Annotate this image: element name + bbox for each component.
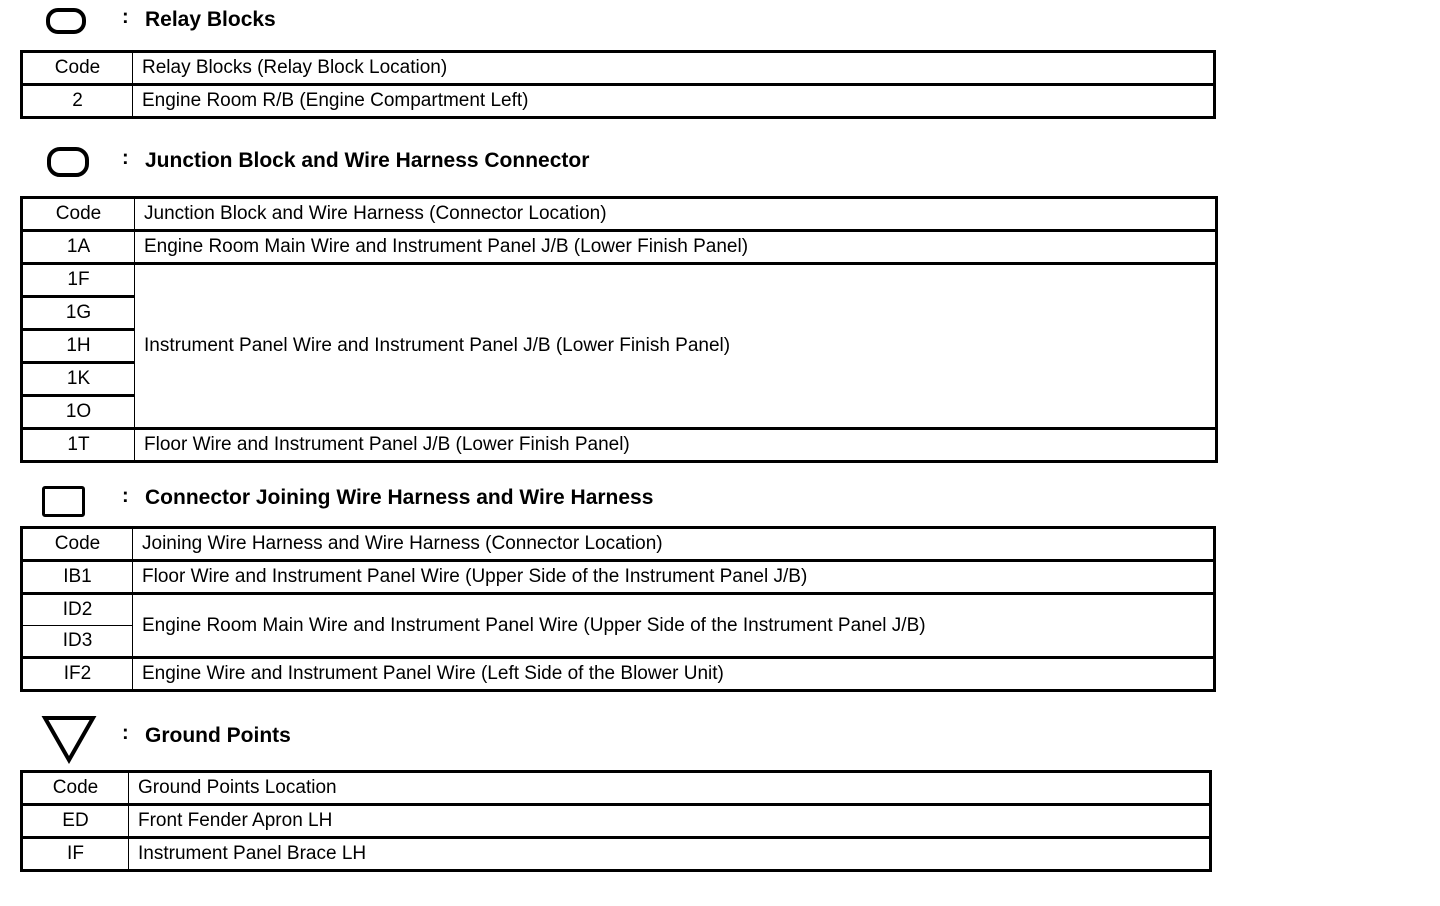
code-header: Code: [22, 198, 135, 231]
row-location: Engine Room Main Wire and Instrument Panel J/B (Lower Finish Panel): [135, 231, 1217, 264]
ground-points-title: Ground Points: [145, 724, 291, 747]
row-location: Engine Room Main Wire and Instrument Panel Wire (Upper Side of the Instrument Panel J/B): [133, 594, 1215, 658]
ground-points-colon: :: [122, 722, 129, 744]
junction-block-title: Junction Block and Wire Harness Connector: [145, 149, 590, 172]
row-location: Instrument Panel Wire and Instrument Panel J/B (Lower Finish Panel): [135, 264, 1217, 429]
table-row: [22, 838, 1211, 871]
row-location: Floor Wire and Instrument Panel Wire (Upper Side of the Instrument Panel J/B): [133, 561, 1215, 594]
code-header: Code: [22, 772, 129, 805]
location-header: Relay Blocks (Relay Block Location): [133, 52, 1215, 85]
connector-joining-title: Connector Joining Wire Harness and Wire Harness: [145, 486, 654, 509]
junction-block-oval-icon: [47, 147, 89, 177]
table-row: [22, 85, 1215, 118]
row-code: 1O: [22, 396, 135, 429]
row-code: IF2: [22, 658, 133, 691]
row-code: 2: [22, 85, 133, 118]
connector-joining-table: [20, 526, 1216, 692]
table-header-row: [22, 52, 1215, 85]
table-row: [22, 264, 1217, 297]
row-location: Instrument Panel Brace LH: [129, 838, 1211, 871]
ground-points-table: [20, 770, 1212, 872]
table-row: [22, 429, 1217, 462]
relay-blocks-title: Relay Blocks: [145, 8, 276, 31]
table-row: [22, 658, 1215, 691]
table-header-row: [22, 772, 1211, 805]
code-header: Code: [22, 52, 133, 85]
row-code: ED: [22, 805, 129, 838]
row-location: Engine Wire and Instrument Panel Wire (Left Side of the Blower Unit): [133, 658, 1215, 691]
table-row: [22, 231, 1217, 264]
row-code: 1K: [22, 363, 135, 396]
location-header: Junction Block and Wire Harness (Connector Location): [135, 198, 1217, 231]
junction-block-table: [20, 196, 1218, 463]
connector-joining-colon: :: [122, 485, 129, 507]
row-location: Engine Room R/B (Engine Compartment Left): [133, 85, 1215, 118]
row-code: 1G: [22, 297, 135, 330]
table-row: [22, 594, 1215, 626]
ground-triangle-down-icon: [41, 714, 97, 764]
row-code: IF: [22, 838, 129, 871]
relay-blocks-colon: :: [122, 6, 129, 28]
connector-rectangle-icon: [42, 486, 85, 517]
row-code: 1A: [22, 231, 135, 264]
location-header: Ground Points Location: [129, 772, 1211, 805]
table-header-row: [22, 198, 1217, 231]
table-row: [22, 561, 1215, 594]
row-code: 1T: [22, 429, 135, 462]
row-code: 1H: [22, 330, 135, 363]
row-code: ID2: [22, 594, 133, 626]
location-header: Joining Wire Harness and Wire Harness (Connector Location): [133, 528, 1215, 561]
table-header-row: [22, 528, 1215, 561]
relay-block-rounded-rectangle-icon: [46, 8, 86, 34]
row-code: ID3: [22, 626, 133, 658]
row-location: Floor Wire and Instrument Panel J/B (Lower Finish Panel): [135, 429, 1217, 462]
relay-blocks-table: [20, 50, 1216, 119]
table-row: [22, 805, 1211, 838]
code-header: Code: [22, 528, 133, 561]
row-code: 1F: [22, 264, 135, 297]
row-code: IB1: [22, 561, 133, 594]
junction-block-colon: :: [122, 147, 129, 169]
row-location: Front Fender Apron LH: [129, 805, 1211, 838]
